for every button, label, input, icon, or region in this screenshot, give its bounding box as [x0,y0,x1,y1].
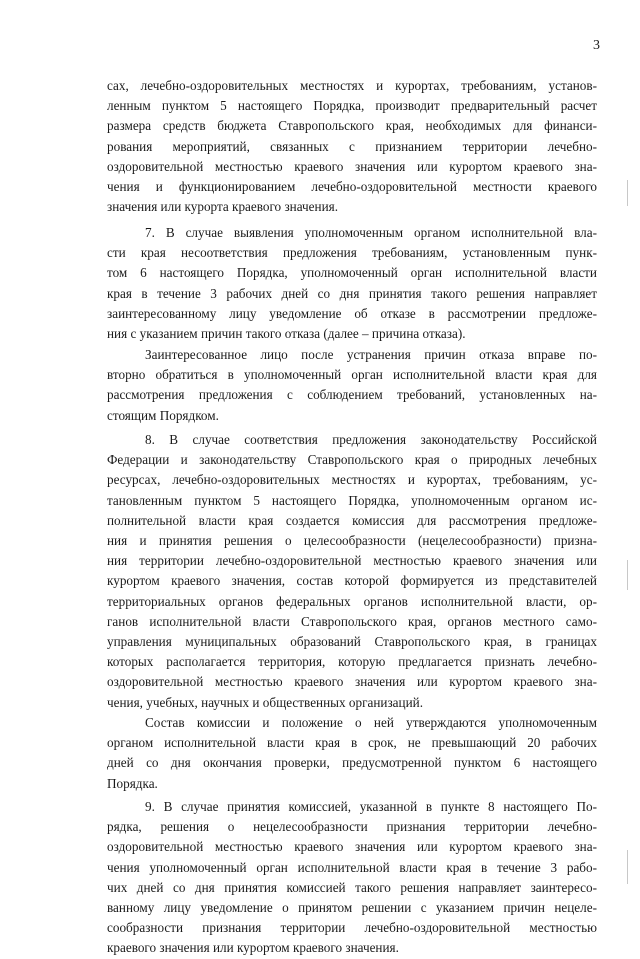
text-line: заинтересованному лицу уведомление об отказе в рассмотрении предложе- [107,305,597,321]
text-line: курортом краевого значения, состав которой формируется из представителей [107,573,597,589]
text-line: ния и принятия решения о целесообразности (нецелесообразности) призна- [107,533,597,549]
text-line: ния территории лечебно-оздоровительной местностью краевого значения или [107,553,597,569]
scan-edge-mark [627,180,628,206]
text-line: краевого значения или курортом краевого значения. [107,940,399,956]
text-line: чения уполномоченный орган исполнительной власти края в течение 3 рабо- [107,859,597,875]
text-line: рядка, решения о нецелесообразности признания территории лечебно- [107,819,597,835]
text-line: стоящим Порядком. [107,407,219,423]
text-line: размера средств бюджета Ставропольского края, необходимых для финанси- [107,118,597,134]
text-line: сах, лечебно-оздоровительных местностях и курортах, требованиям, установ- [107,78,597,93]
text-line: 8. В случае соответствия предложения законодательству Российской [145,432,597,447]
text-line: том 6 настоящего Порядка, уполномоченный орган исполнительной власти [107,265,597,281]
text-line: полнительной власти края создается комиссия для рассмотрения предложе- [107,512,597,528]
text-line: оздоровительной местностью краевого значения или курортом краевого зна- [107,158,597,174]
text-line: дней со дня окончания проверки, предусмотренной пунктом 6 настоящего [107,755,597,771]
paragraph-8-commission [107,713,597,794]
paragraph-continuation [107,76,597,217]
text-line: территориальных органов федеральных органов исполнительной власти, ор- [107,593,597,609]
text-line: ганов исполнительной власти Ставропольского края, органов местного само- [107,613,597,629]
text-line: чения, учебных, научных и общественных организаций. [107,694,424,710]
text-line: 7. В случае выявления уполномоченным органом исполнительной вла- [145,225,597,240]
text-line: рования мероприятий, связанных с признанием территории лечебно- [107,138,597,154]
paragraph-7-repeat-request [107,345,597,426]
text-line: ния с указанием причин такого отказа (далее – причина отказа). [107,326,466,342]
text-line: 9. В случае принятия комиссией, указанной в пункте 8 настоящего По- [145,799,597,814]
text-line: органом исполнительной власти края в срок, не превышающий 20 рабочих [107,735,597,751]
text-line: Заинтересованное лицо после устранения причин отказа вправе по- [145,347,597,362]
text-line: чения и функционированием лечебно-оздоровительной местности краевого [107,179,597,195]
scan-edge-mark [627,560,628,590]
text-line: сообразности признания территории лечебно-оздоровительной местностью [107,920,597,936]
text-line: вторно обратиться в уполномоченный орган исполнительной власти края для [107,367,597,383]
text-line: края в течение 3 рабочих дней со дня принятия такого решения направляет [107,285,597,301]
paragraph-9 [107,797,597,959]
text-line: значения или курорта краевого значения. [107,199,339,215]
paragraph-7 [107,223,597,344]
text-line: оздоровительной местностью краевого значения или курортом краевого зна- [107,674,597,690]
text-line: ресурсах, лечебно-оздоровительных местностях и курортах, требованиям, ус- [107,472,597,488]
text-line: ванному лицу уведомление о принятом решении с указанием причин нецеле- [107,900,597,916]
text-line: сти края несоответствия предложения требованиям, установленным пунк- [107,245,597,261]
text-line: Федерации и законодательству Ставропольского края о природных лечебных [107,452,597,468]
text-line: ленным пунктом 5 настоящего Порядка, производит предварительный расчет [107,98,597,114]
text-line: рассмотрения предложения с соблюдением требований, установленных на- [107,387,597,403]
text-line: оздоровительной местностью краевого значения или курортом краевого зна- [107,839,597,855]
text-line: управления муниципальных образований Ставропольского края, в границах [107,634,597,650]
paragraph-8 [107,430,597,713]
text-line: Порядка. [107,775,158,791]
scan-edge-mark [627,850,628,884]
text-line: чих дней со дня принятия комиссией такого решения направляет заинтересо- [107,879,597,895]
page-number: 3 [593,38,600,53]
text-line: которых располагается территория, которую предлагается признать лечебно- [107,654,597,670]
text-line: Состав комиссии и положение о ней утверждаются уполномоченным [145,715,597,730]
text-line: тановленным пунктом 5 настоящего Порядка, уполномоченным органом ис- [107,492,597,508]
